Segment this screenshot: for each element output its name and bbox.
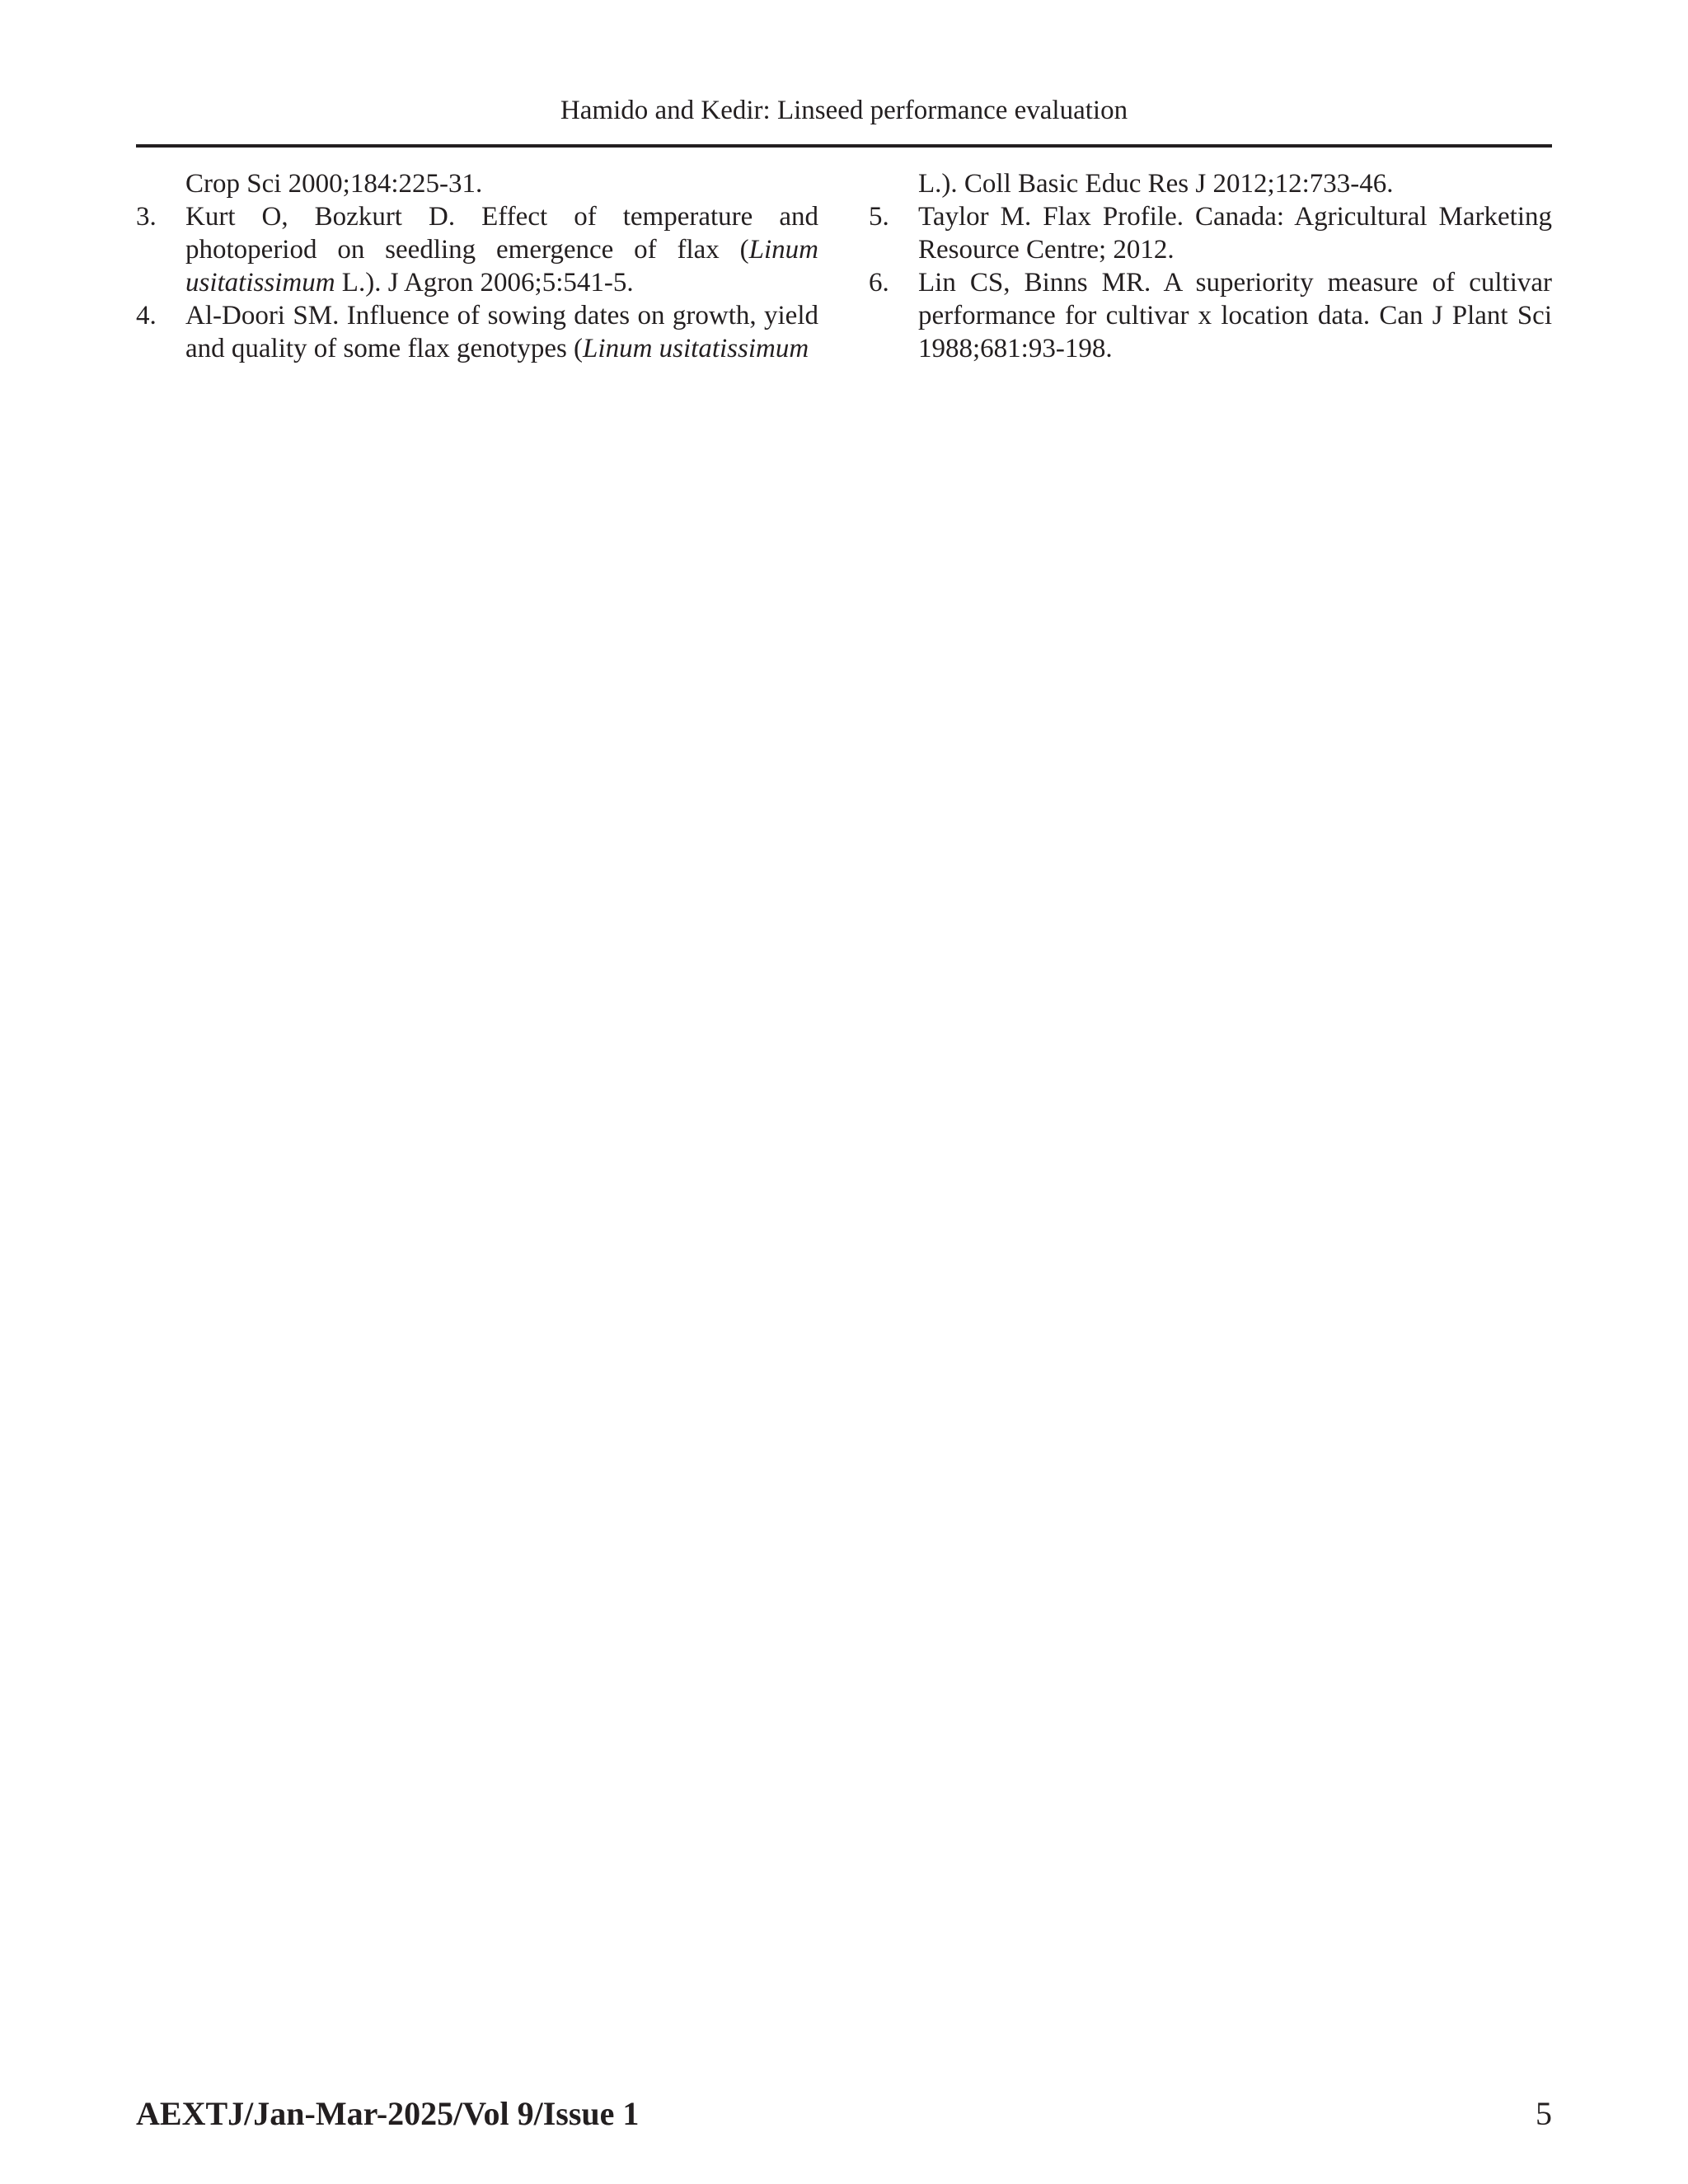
species-name: Linum usitatissimum bbox=[583, 334, 809, 363]
references-left-column bbox=[136, 167, 818, 365]
reference-item-5 bbox=[869, 200, 1552, 266]
journal-issue-footer: AEXTJ/Jan-Mar-2025/Vol 9/Issue 1 bbox=[136, 2095, 640, 2132]
reference-continuation-text: Crop Sci 2000;184:225-31. bbox=[185, 169, 483, 199]
reference-item-3 bbox=[136, 200, 818, 299]
reference-continuation-text: L.). Coll Basic Educ Res J 2012;12:733-46. bbox=[918, 169, 1394, 199]
references-right-column bbox=[869, 167, 1552, 365]
reference-item-6 bbox=[869, 266, 1552, 365]
reference-number: 4. bbox=[136, 301, 157, 330]
reference-text: Taylor M. Flax Profile. Canada: Agricultural Marketing Resource Centre; 2012. bbox=[918, 202, 1552, 265]
species-name: Linum usitatissimum bbox=[185, 235, 818, 298]
reference-text: Lin CS, Binns MR. A superiority measure of cultivar performance for cultivar x location data. Can J Plant Sci 1988;681:93-198. bbox=[918, 268, 1552, 363]
reference-text: Al-Doori SM. Influence of sowing dates on growth, yield and quality of some flax genotypes ( bbox=[185, 301, 818, 363]
reference-continuation bbox=[869, 167, 1552, 200]
reference-continuation bbox=[136, 167, 818, 200]
reference-number: 3. bbox=[136, 202, 157, 232]
reference-item-4 bbox=[136, 299, 818, 365]
reference-text: Kurt O, Bozkurt D. Effect of temperature and photoperiod on seedling emergence of flax ( bbox=[185, 202, 818, 265]
header-rule bbox=[136, 144, 1552, 148]
reference-number: 6. bbox=[869, 268, 889, 298]
page-number: 5 bbox=[1536, 2095, 1552, 2132]
reference-text: L.). J Agron 2006;5:541-5. bbox=[335, 268, 634, 298]
running-head: Hamido and Kedir: Linseed performance evaluation bbox=[560, 96, 1128, 125]
reference-number: 5. bbox=[869, 202, 889, 232]
